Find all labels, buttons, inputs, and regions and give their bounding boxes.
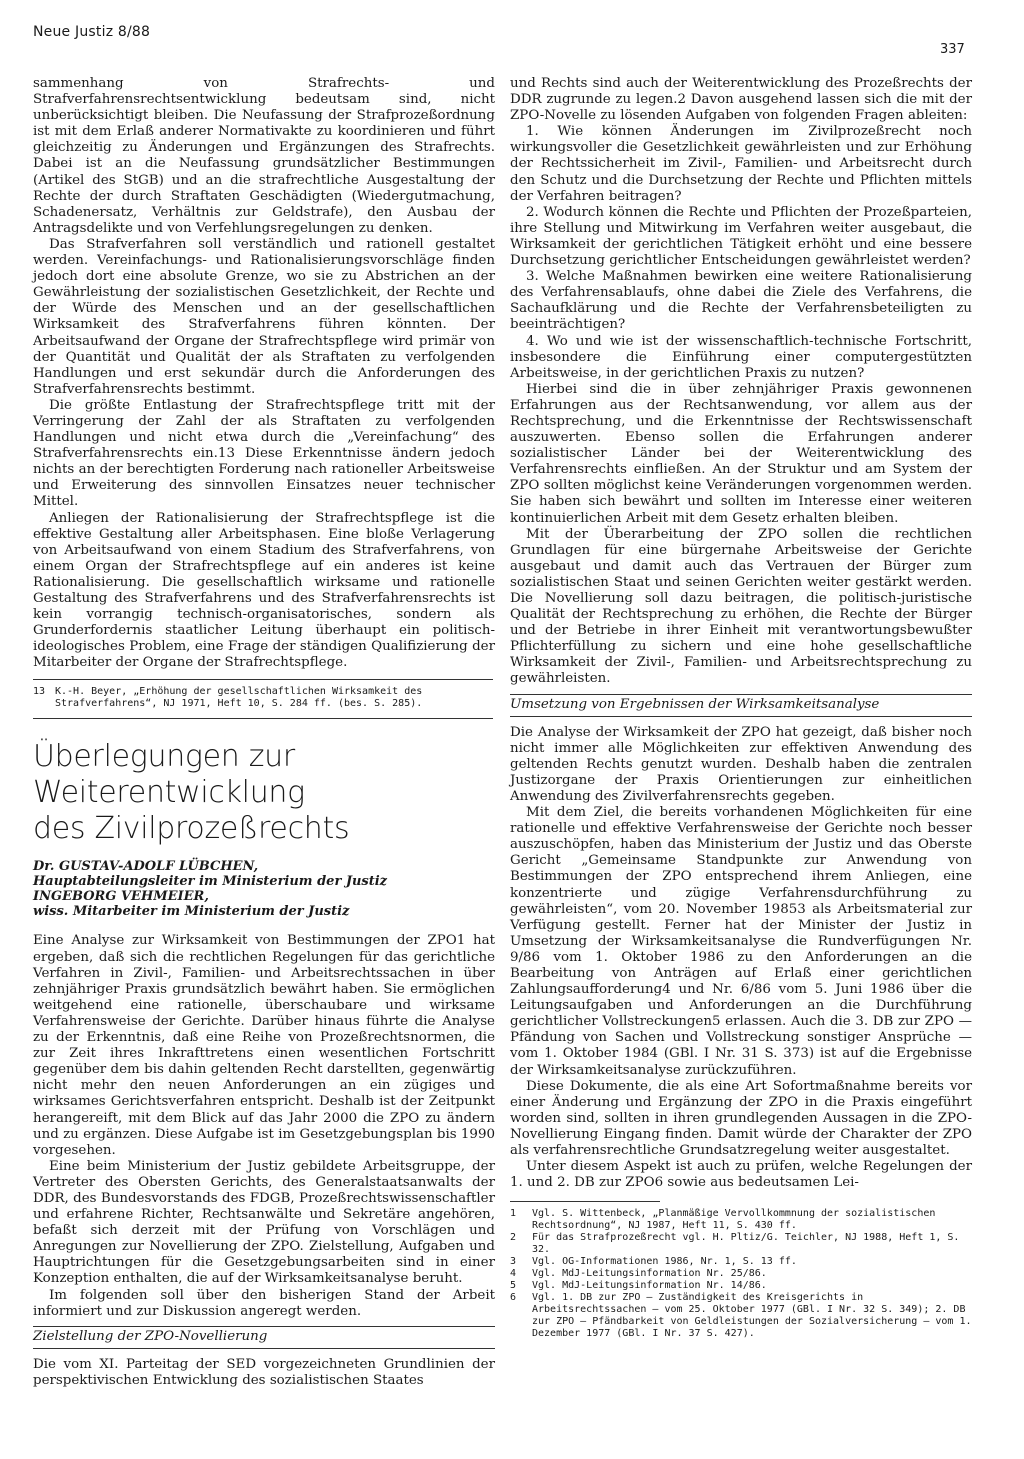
body-paragraph: Mit der Überarbeitung der ZPO sollen die rechtlichen Grundlagen für eine bürgernahe Arbeitsweise der Gerichte ausgebaut und damit auch das Vertrauen der Bürger zum sozialistischen Staat und seinen Gerichten weiter gestärkt werden. Die Novellierung soll dazu beitragen, die politisch-juristische Qualität der Rechtsprechung zu erhöhen, die Rechte der Bürger und der Betriebe in ihrer Einheit mit verantwortungsbewußter Pflichterfüllung zu sichern und eine hohe gesellschaftliche Wirksamkeit der Zivil-, Familien- und Arbeitsrechtsprechung zu gewährleisten. [510,526,972,687]
body-paragraph: Die vom XI. Parteitag der SED vorgezeichneten Grundlinien der perspektivischen Entwicklung des sozialistischen Staates [33,1356,495,1388]
footnote [510,1268,972,1280]
article-divider [33,718,493,719]
right-column [510,76,972,1340]
footnote [510,1208,972,1232]
page-number: 337 [940,42,965,57]
article-title-line: Überlegungen zur Weiterentwicklung [33,739,305,811]
footnote-number: 6 [510,1292,517,1304]
question-item: 1. Wie können Änderungen im Zivilprozeßrecht noch wirkungsvoller die Gesetzlichkeit gewährleisten und zur Erhöhung der Rechtssicherheit im Zivil-, Familien- und Arbeitsrecht durch den Schutz und die Durchsetzung der Rechte und Pflichten mittels der Verfahren beitragen? [510,124,972,204]
author-name: Dr. GUSTAV-ADOLF LÜBCHEN, [33,859,259,875]
body-paragraph: Anliegen der Rationalisierung der Strafrechtspflege ist die effektive Gestaltung aller Arbeitsphasen. Eine bloße Verlagerung von Arbeitsaufwand von einem Stadium des Strafverfahrens, von einem Organ der Strafrechtspflege auf ein anderes ist keine Rationalisierung. Die gesellschaftlich wirksame und rationelle Gestaltung des Strafverfahrens und des Strafverfahrensrechts ist kein vorrangig technisch-organisatorisches, sondern als Grunderfordernis staatlicher Leitung überhaupt ein politisch-ideologisches Problem, eine Frage der ständigen Qualifizierung der Mitarbeiter der Organe der Strafrechtspflege. [33,510,495,671]
footnote-number: 5 [510,1280,517,1292]
body-paragraph: Das Strafverfahren soll verständlich und rationell gestaltet werden. Vereinfachungs- und Rationalisierungsvorschläge finden jedoch dort eine absolute Grenze, wo sie zu Abstrichen an der Gewährleistung der sozialistischen Gesetzlichkeit, der Rechte und der Würde des Menschen und an der gesellschaftlichen Wirksamkeit des Strafverfahrens führen könnten. Der Arbeitsaufwand der Organe der Strafrechtspflege wird primär von der Quantität und Qualität der als Straftaten zu verfolgenden Handlungen und erst sekundär durch die Anforderungen des Strafverfahrensrechts bestimmt. [33,236,495,397]
footnote [510,1256,972,1268]
footnote-number: 13 [33,686,46,698]
footnote-number: 4 [510,1268,517,1280]
body-paragraph: Mit dem Ziel, die bereits vorhandenen Möglichkeiten für eine rationelle und effektive Verfahrensweise der Gerichte noch besser auszuschöpfen, haben das Ministerium der Justiz und das Oberste Gericht „Gemeinsame Standpunkte zur Anwendung von Bestimmungen der ZPO entsprechend ihrem Anliegen, eine konzentrierte und zügige Verfahrensdurchführung zu gewährleisten“, vom 20. November 19853 als Arbeitsmaterial zur Verfügung gestellt. Ferner hat der Minister der Justiz in Umsetzung der Wirksamkeitsanalyse die Rundverfügungen Nr. 9/86 vom 1. Oktober 1986 zu den Anforderungen an die Bearbeitung von Anträgen auf Erlaß einer gerichtlichen Zahlungsaufforderung4 und Nr. 6/86 vom 5. Juni 1986 über die Leitungsaufgaben und Anforderungen an die Durchführung gerichtlicher Vollstreckungen5 erlassen. Auch die 3. DB zur ZPO — Pfändung von Sachen und Vollstreckung sonstiger Ansprüche — vom 1. Oktober 1984 (GBl. I Nr. 31 S. 373) ist auf die Ergebnisse der Wirksamkeitsanalyse zurückzuführen. [510,805,972,1078]
body-paragraph: und Rechts sind auch der Weiterentwicklung des Prozeßrechts der DDR zugrunde zu legen.2 Davon ausgehend lassen sich die mit der ZPO-Novelle zu lösenden Aufgaben von folgenden Fragen ableiten: [510,76,972,124]
question-item: 2. Wodurch können die Rechte und Pflichten der Prozeßparteien, ihre Stellung und Mitwirkung im Verfahren weiter ausgebaut, die Wirksamkeit der gerichtlichen Tätigkeit erhöht und eine bessere Durchsetzung gerichtlicher Entscheidungen gewährleistet werden? [510,204,972,269]
footnote-list [510,1208,972,1340]
footnote-number: 3 [510,1256,517,1268]
footnote-text: Vgl. MdJ-Leitungsinformation Nr. 14/86. [532,1280,767,1292]
footnote-text: Vgl. OG-Informationen 1986, Nr. 1, S. 13 ff. [532,1256,797,1268]
footnote-number: 1 [510,1208,517,1220]
footnote-number: 2 [510,1232,517,1244]
body-paragraph: Hierbei sind die in über zehnjähriger Praxis gewonnenen Erfahrungen aus der Rechtsanwendung, vor allem aus der Rechtsprechung, und die Erkenntnisse der Rechtswissenschaft auszuwerten. Ebenso sollen die Erfahrungen anderer sozialistischer Länder bei der Weiterentwicklung des Verfahrensrechts einfließen. An der Struktur und am System der ZPO sollten möglichst keine Veränderungen vorgenommen werden. Sie haben sich bewährt und sollten im Interesse einer weiteren kontinuierlichen Arbeit mit dem Gesetz erhalten bleiben. [510,381,972,526]
body-paragraph: Die größte Entlastung der Strafrechtspflege tritt mit der Verringerung der Zahl der als Straftaten zu verfolgenden Handlungen und nicht etwa durch die „Vereinfachung“ des Strafverfahrensrechts ein.13 Diese Erkenntnisse ändern jedoch nichts an der berechtigten Forderung nach rationeller Arbeitsweise und Erweiterung des sinnvollen Einsatzes neuer technischer Mittel. [33,397,495,510]
question-item: 3. Welche Maßnahmen bewirken eine weitere Rationalisierung des Verfahrensablaufs, ohne dabei die Ziele des Verfahrens, die Sachaufklärung und die Rechte der Verfahrensbeteiligten zu beeinträchtigen? [510,269,972,333]
question-item: 4. Wo und wie ist der wissenschaftlich-technische Fortschritt, insbesondere die Einführung einer computergestützten Arbeitsweise, in der gerichtlichen Praxis zu nutzen? [510,333,972,381]
body-paragraph: Unter diesem Aspekt ist auch zu prüfen, welche Regelungen der 1. und 2. DB zur ZPO6 sowie aus bedeutsamen Lei- [510,1159,972,1191]
footnote-text: Vgl. 1. DB zur ZPO — Zuständigkeit des Kreisgerichts in Arbeitsrechtssachen — vom 25. Oktober 1977 (GBl. I Nr. 32 S. 349); 2. DB zur ZPO — Pfändbarkeit von Geldleistungen der Sozialversicherung — vom 1. Dezember 1977 (GBl. I Nr. 37 S. 427). [532,1292,972,1340]
footnote-text: Vgl. MdJ-Leitungsinformation Nr. 25/86. [532,1268,767,1280]
section-heading: Umsetzung von Ergebnissen der Wirksamkeitsanalyse [510,694,972,717]
left-column [33,76,495,1389]
footnote-divider [33,679,493,680]
body-paragraph: Die Analyse der Wirksamkeit der ZPO hat gezeigt, daß bisher noch nicht immer alle Möglichkeiten zur effektiven Anwendung des geltenden Rechts genutzt wurden. Deshalb haben die zentralen Justizorgane der Praxis Orientierungen zur einheitlichen Anwendung des Zivilverfahrensrechts gegeben. [510,724,972,804]
footnote [510,1280,972,1292]
body-paragraph: Im folgenden soll über den bisherigen Stand der Arbeit informiert und zur Diskussion angeregt werden. [33,1287,495,1319]
article-title-line: des Zivilprozeßrechts [33,811,350,847]
footnote [33,686,495,710]
footnote-text: K.-H. Beyer, „Erhöhung der gesellschaftlichen Wirksamkeit des Strafverfahrens“, NJ 1971, Heft 10, S. 284 ff. (bes. S. 285). [55,686,423,710]
author-role: wiss. Mitarbeiter im Ministerium der Justiz [33,904,350,920]
article-title [33,739,495,847]
body-paragraph: Eine beim Ministerium der Justiz gebildete Arbeitsgruppe, der Vertreter des Obersten Gerichts, des Generalstaatsanwalts der DDR, des Bundesvorstands des FDGB, Prozeßrechtswissenschaftler und erfahrene Richter, Rechtsanwälte und Sekretäre angehören, befaßt sich derzeit mit der Prüfung von Vorschlägen und Anregungen zur Novellierung der ZPO. Zielstellung, Aufgaben und Hauptrichtungen für die Gesetzgebungsarbeiten sind in einer Konzeption enthalten, die auf der Wirksamkeitsanalyse beruht. [33,1158,495,1287]
running-header: Neue Justiz 8/88 [33,24,151,40]
footnote-text: Für das Strafprozeßrecht vgl. H. Pltiz/G. Teichler, NJ 1988, Heft 1, S. 32. [532,1232,960,1256]
section-heading: Zielstellung der ZPO-Novellierung [33,1326,495,1349]
body-paragraph: sammenhang von Strafrechts- und Strafverfahrensrechtsentwicklung bedeutsam sind, nicht unberücksichtigt bleiben. Die Neufassung der Strafprozeßordnung ist mit dem Erlaß anderer Normativakte zu koordinieren und führt gleichzeitig zu Änderungen und Ergänzungen des Strafrechts. Dabei ist an die Neufassung grundsätzlicher Bestimmungen (Artikel des StGB) und an die strafrechtliche Ausgestaltung der Rechte der durch Straftaten Geschädigten (Wiedergutmachung, Schadenersatz, Verhältnis zur Geldstrafe), den Ausbau der Antragsdelikte und von Verfehlungsregelungen zu denken. [33,76,495,236]
footnote [510,1292,972,1340]
author-role: Hauptabteilungsleiter im Ministerium der Justiz [33,874,388,890]
footnote-divider [510,1201,660,1202]
author-block [33,859,495,919]
body-paragraph: Eine Analyse zur Wirksamkeit von Bestimmungen der ZPO1 hat ergeben, daß sich die rechtlichen Regelungen für das gerichtliche Verfahren in Zivil-, Familien- und Arbeitsrechtssachen in über zehnjähriger Praxis grundsätzlich bewährt haben. Sie ermöglichen weitgehend eine rationelle, überschaubare und wirksame Verfahrensweise der Gerichte. Darüber hinaus führte die Analyse zu der Erkenntnis, daß eine Reihe von Prozeßrechtsnormen, die zur Zeit ihres Inkrafttretens einen wesentlichen Fortschritt gegenüber dem bis dahin geltenden Recht darstellten, gegenwärtig nicht mehr den neuen Anforderungen an ein zügiges und wirksames Gerichtsverfahren entspricht. Deshalb ist der Zeitpunkt herangereift, mit dem Blick auf das Jahr 2000 die ZPO zu ändern und zu ergänzen. Diese Aufgabe ist im Gesetzgebungsplan bis 1990 vorgesehen. [33,933,495,1158]
footnote-text: Vgl. S. Wittenbeck, „Planmäßige Vervollkommnung der sozialistischen Rechtsordnung“, NJ 1987, Heft 11, S. 430 ff. [532,1208,936,1232]
body-paragraph: Diese Dokumente, die als eine Art Sofortmaßnahme bereits vor einer Änderung und Ergänzung der ZPO in die Praxis eingeführt worden sind, sollten in ihren grundlegenden Aussagen in die ZPO-Novellierung Eingang finden. Damit würde der Charakter der ZPO als verfahrensrechtliche Grundsatzregelung weiter ausgestaltet. [510,1078,972,1158]
author-name: INGEBORG VEHMEIER, [33,889,209,905]
footnote [510,1232,972,1256]
